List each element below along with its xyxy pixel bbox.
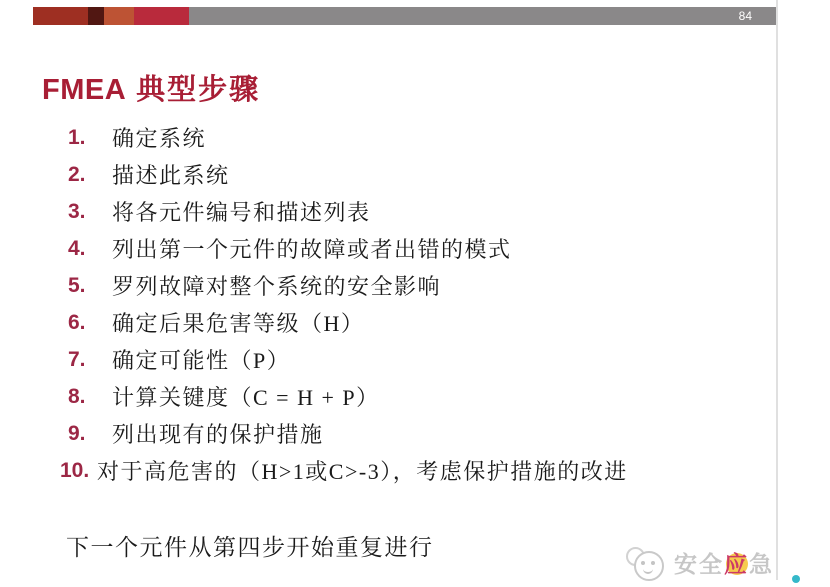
mascot-face-icon	[626, 547, 666, 581]
step-number: 6.	[68, 310, 86, 334]
page-number: 84	[738, 9, 752, 23]
list-item	[0, 304, 628, 341]
logo-text-part3: 急	[749, 551, 774, 577]
step-text: 确定可能性（P）	[112, 348, 291, 373]
step-number: 7.	[68, 347, 86, 371]
list-item	[0, 267, 628, 304]
list-item	[0, 230, 628, 267]
step-number: 1.	[68, 125, 86, 149]
step-number: 4.	[68, 236, 86, 260]
footer-note: 下一个元件从第四步开始重复进行	[66, 535, 434, 560]
step-text: 对于高危害的（H>1或C>-3），考虑保护措施的改进	[97, 459, 628, 484]
fmea-steps-list	[0, 119, 628, 489]
bar-segment-dark-red	[33, 7, 88, 25]
list-item	[0, 156, 628, 193]
bar-segment-crimson	[134, 7, 189, 25]
step-text: 计算关键度（C = H + P）	[112, 385, 380, 410]
step-number: 5.	[68, 273, 86, 297]
watermark-logo	[626, 547, 774, 587]
step-number: 10.	[60, 458, 90, 482]
step-number: 3.	[68, 199, 86, 223]
slide-title-acronym: FMEA	[42, 74, 127, 107]
step-number: 8.	[68, 384, 86, 408]
logo-text-part1: 安全	[674, 551, 724, 577]
list-item	[0, 378, 628, 415]
list-item	[0, 452, 628, 489]
step-text: 罗列故障对整个系统的安全影响	[112, 274, 442, 299]
step-text: 列出第一个元件的故障或者出错的模式	[112, 237, 512, 262]
list-item	[0, 193, 628, 230]
slide-title	[42, 74, 260, 106]
slide-title-chinese: 典型步骤	[136, 74, 261, 107]
bar-segment-maroon	[88, 7, 104, 25]
slide-top-bar	[33, 7, 776, 25]
list-item	[0, 415, 628, 452]
step-text: 确定后果危害等级（H）	[112, 311, 365, 336]
step-text: 描述此系统	[112, 163, 230, 188]
step-text: 列出现有的保护措施	[112, 422, 324, 447]
logo-text-part2: 应	[724, 551, 749, 577]
list-item	[0, 341, 628, 378]
bar-segment-orange	[104, 7, 134, 25]
step-text: 将各元件编号和描述列表	[112, 200, 371, 225]
right-divider-line	[776, 0, 778, 580]
list-item	[0, 119, 628, 156]
step-text: 确定系统	[112, 126, 207, 151]
watermark-logo-text	[674, 547, 774, 581]
teal-dot-icon	[792, 575, 800, 583]
step-number: 2.	[68, 162, 86, 186]
step-number: 9.	[68, 421, 86, 445]
